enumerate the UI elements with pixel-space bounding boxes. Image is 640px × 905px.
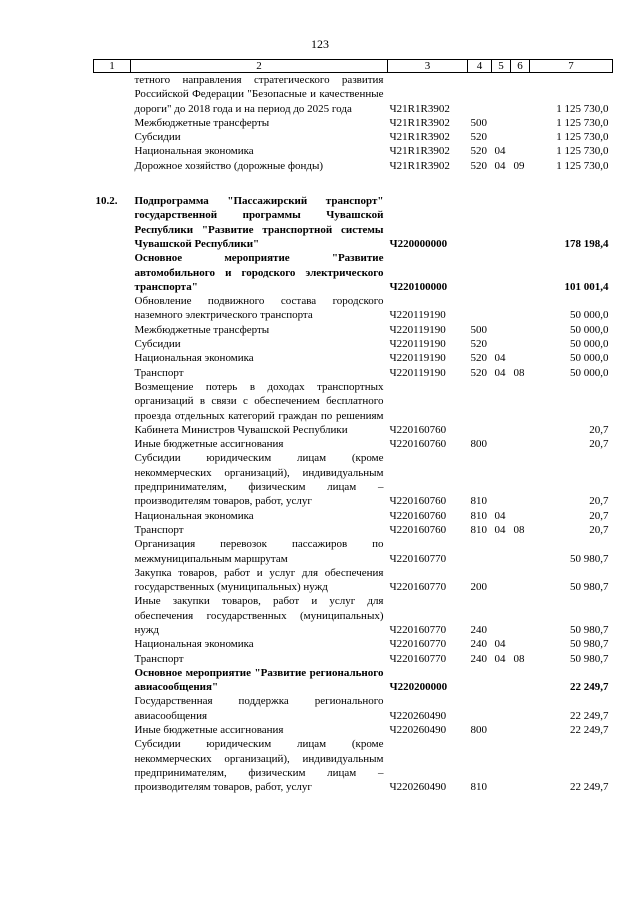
row-section-cell xyxy=(492,566,511,595)
row-amount-cell: 1 125 730,0 xyxy=(556,145,609,158)
row-subsection-cell xyxy=(511,194,530,251)
table-row xyxy=(94,366,613,380)
row-section-cell xyxy=(492,116,511,130)
row-number-cell xyxy=(94,130,131,144)
row-name-cell: Транспорт xyxy=(134,523,184,536)
row-amount-cell: 50 000,0 xyxy=(570,309,609,322)
row-name-cell: Транспорт xyxy=(134,652,184,665)
row-code-cell: Ч21R1R3902 xyxy=(389,116,450,129)
row-amount-cell: 50 000,0 xyxy=(570,366,609,379)
table-row xyxy=(94,437,613,451)
table-row xyxy=(94,523,613,537)
row-name-cell: Организация перевозок пассажиров по межмуниципальным маршрутам xyxy=(134,538,384,565)
row-number-cell xyxy=(94,380,131,437)
row-subsection-cell: 08 xyxy=(513,523,525,536)
row-number-cell xyxy=(94,537,131,566)
row-code-cell: Ч220160770 xyxy=(389,623,447,636)
row-code-cell: Ч220160770 xyxy=(389,652,447,665)
row-subsection-cell: 09 xyxy=(513,159,525,172)
row-subsection-cell xyxy=(511,337,530,351)
row-section-cell xyxy=(492,337,511,351)
row-number-cell xyxy=(94,566,131,595)
row-expense-type-cell: 520 xyxy=(470,131,487,144)
row-amount-cell: 101 001,4 xyxy=(564,280,609,293)
col-header-1: 1 xyxy=(94,60,131,73)
row-section-cell xyxy=(492,194,511,251)
row-subsection-cell xyxy=(511,566,530,595)
row-section-cell xyxy=(492,694,511,723)
row-name-cell: Субсидии xyxy=(134,131,181,144)
col-header-7: 7 xyxy=(530,60,613,73)
table-row xyxy=(94,652,613,666)
row-number-cell xyxy=(94,323,131,337)
row-section-cell xyxy=(492,294,511,323)
row-code-cell: Ч220160770 xyxy=(389,581,447,594)
row-expense-type-cell xyxy=(468,380,492,437)
row-amount-cell: 20,7 xyxy=(589,438,609,451)
row-number-cell xyxy=(94,737,131,794)
row-section-cell xyxy=(492,737,511,794)
table-row xyxy=(94,594,613,637)
row-name-cell: Субсидии xyxy=(134,338,181,351)
row-code-cell: Ч21R1R3902 xyxy=(389,131,450,144)
row-code-cell: Ч220160760 xyxy=(389,423,447,436)
table-row xyxy=(94,116,613,130)
row-amount-cell: 1 125 730,0 xyxy=(556,159,609,172)
row-name-cell: Государственная поддержка регионального авиасообщения xyxy=(134,695,384,722)
row-code-cell: Ч220260490 xyxy=(389,709,447,722)
col-header-4: 4 xyxy=(468,60,492,73)
row-code-cell: Ч220260490 xyxy=(389,781,447,794)
row-number-cell xyxy=(94,144,131,158)
row-subsection-cell xyxy=(511,451,530,508)
col-header-5: 5 xyxy=(492,60,511,73)
table-row xyxy=(94,509,613,523)
table-row xyxy=(94,723,613,737)
row-code-cell: Ч21R1R3902 xyxy=(389,145,450,158)
row-number-cell xyxy=(94,116,131,130)
row-name-cell: Иные бюджетные ассигнования xyxy=(134,724,284,737)
row-amount-cell: 50 000,0 xyxy=(570,352,609,365)
row-code-cell: Ч220100000 xyxy=(389,280,448,293)
table-row xyxy=(94,251,613,294)
row-code-cell: Ч220119190 xyxy=(389,352,446,365)
table-row xyxy=(94,130,613,144)
row-name-cell: Транспорт xyxy=(134,366,184,379)
row-expense-type-cell xyxy=(468,537,492,566)
row-subsection-cell xyxy=(511,666,530,695)
row-number-cell xyxy=(94,351,131,365)
row-expense-type-cell: 520 xyxy=(470,145,487,158)
row-expense-type-cell: 800 xyxy=(470,724,487,737)
row-subsection-cell xyxy=(511,437,530,451)
row-code-cell: Ч21R1R3902 xyxy=(389,102,450,115)
table-row xyxy=(94,337,613,351)
row-name-cell: Подпрограмма "Пассажирский транспорт" государственной программы Чувашской Республики "Развитие транспортной системы Чувашской Республики" xyxy=(134,195,384,250)
row-subsection-cell xyxy=(511,694,530,723)
row-amount-cell: 22 249,7 xyxy=(570,724,609,737)
row-code-cell: Ч220160760 xyxy=(389,523,447,536)
row-amount-cell: 178 198,4 xyxy=(564,237,609,250)
row-code-cell: Ч21R1R3902 xyxy=(389,159,450,172)
row-expense-type-cell: 520 xyxy=(470,338,487,351)
row-name-cell: Национальная экономика xyxy=(134,509,254,522)
row-number-cell xyxy=(94,594,131,637)
row-expense-type-cell: 500 xyxy=(470,323,487,336)
row-expense-type-cell: 500 xyxy=(470,116,487,129)
row-subsection-cell xyxy=(511,537,530,566)
row-number-cell xyxy=(94,666,131,695)
table-row xyxy=(94,351,613,365)
row-subsection-cell xyxy=(511,294,530,323)
table-row xyxy=(94,159,613,173)
row-name-cell: Основное мероприятие "Развитие регионального авиасообщения" xyxy=(134,666,384,694)
row-code-cell: Ч220119190 xyxy=(389,366,446,379)
row-number-cell xyxy=(94,509,131,523)
row-section-cell: 04 xyxy=(494,652,506,665)
row-expense-type-cell xyxy=(468,194,492,251)
table-row xyxy=(94,694,613,723)
row-subsection-cell xyxy=(511,380,530,437)
row-code-cell: Ч220000000 xyxy=(389,237,448,250)
row-section-cell: 04 xyxy=(494,509,506,522)
row-amount-cell: 50 980,7 xyxy=(570,581,609,594)
col-header-3: 3 xyxy=(388,60,468,73)
row-expense-type-cell xyxy=(468,251,492,294)
row-subsection-cell xyxy=(511,323,530,337)
table-row xyxy=(94,323,613,337)
row-name-cell: Иные бюджетные ассигнования xyxy=(134,438,284,451)
row-number-cell xyxy=(94,294,131,323)
row-expense-type-cell: 810 xyxy=(470,495,487,508)
row-number-cell xyxy=(94,159,131,173)
page-number: 123 xyxy=(311,37,329,51)
row-amount-cell: 1 125 730,0 xyxy=(556,102,609,115)
row-name-cell: Национальная экономика xyxy=(134,638,254,651)
table-row xyxy=(94,566,613,595)
row-number-cell xyxy=(94,694,131,723)
row-code-cell: Ч220119190 xyxy=(389,338,446,351)
row-subsection-cell xyxy=(511,351,530,365)
row-expense-type-cell: 200 xyxy=(470,581,487,594)
row-expense-type-cell: 520 xyxy=(470,366,487,379)
row-number-cell xyxy=(94,251,131,294)
row-expense-type-cell xyxy=(468,694,492,723)
row-code-cell: Ч220200000 xyxy=(389,681,448,694)
table-row xyxy=(94,144,613,158)
row-section-cell: 04 xyxy=(494,159,506,172)
row-section-cell xyxy=(492,251,511,294)
row-amount-cell: 1 125 730,0 xyxy=(556,131,609,144)
row-expense-type-cell: 520 xyxy=(470,159,487,172)
row-number-cell xyxy=(94,337,131,351)
budget-table xyxy=(93,59,613,795)
row-expense-type-cell: 520 xyxy=(470,352,487,365)
row-number-cell xyxy=(94,652,131,666)
row-section-cell xyxy=(492,451,511,508)
row-amount-cell: 20,7 xyxy=(589,423,609,436)
row-amount-cell: 50 980,7 xyxy=(570,552,609,565)
row-name-cell: Иные закупки товаров, работ и услуг для обеспечения государственных (муниципальных) нужд xyxy=(134,595,384,636)
row-subsection-cell xyxy=(511,130,530,144)
row-subsection-cell xyxy=(511,509,530,523)
row-code-cell: Ч220160770 xyxy=(389,638,447,651)
row-section-cell xyxy=(492,380,511,437)
row-amount-cell: 22 249,7 xyxy=(570,709,609,722)
table-row xyxy=(94,294,613,323)
row-subsection-cell xyxy=(511,723,530,737)
spacer-row xyxy=(94,173,613,194)
row-expense-type-cell: 240 xyxy=(470,652,487,665)
row-code-cell: Ч220260490 xyxy=(389,724,447,737)
row-name-cell: Межбюджетные трансферты xyxy=(134,323,270,336)
row-amount-cell: 22 249,7 xyxy=(570,781,609,794)
row-subsection-cell xyxy=(511,637,530,651)
row-name-cell: Обновление подвижного состава городского наземного электрического транспорта xyxy=(134,295,384,322)
row-amount-cell: 1 125 730,0 xyxy=(556,116,609,129)
row-code-cell: Ч220119190 xyxy=(389,323,446,336)
row-subsection-cell: 08 xyxy=(513,652,525,665)
row-code-cell: Ч220119190 xyxy=(389,309,446,322)
row-name-cell: Субсидии юридическим лицам (кроме некоммерческих организаций), индивидуальным предпринимателям, физическим лицам – производителям товаров, работ, услуг xyxy=(134,738,384,794)
row-section-cell xyxy=(492,594,511,637)
row-subsection-cell xyxy=(511,116,530,130)
row-name-cell: Национальная экономика xyxy=(134,352,254,365)
table-row xyxy=(94,73,613,116)
row-code-cell: Ч220160770 xyxy=(389,552,447,565)
row-section-cell: 04 xyxy=(494,366,506,379)
row-number-cell: 10.2. xyxy=(95,195,118,208)
row-code-cell: Ч220160760 xyxy=(389,509,447,522)
row-amount-cell: 50 000,0 xyxy=(570,323,609,336)
row-subsection-cell xyxy=(511,251,530,294)
row-number-cell xyxy=(94,523,131,537)
row-expense-type-cell xyxy=(468,294,492,323)
table-header-row xyxy=(94,60,613,73)
row-section-cell xyxy=(492,73,511,116)
row-amount-cell: 20,7 xyxy=(589,495,609,508)
row-section-cell: 04 xyxy=(494,145,506,158)
row-name-cell: Межбюджетные трансферты xyxy=(134,116,270,129)
row-name-cell: Основное мероприятие "Развитие автомобильного и городского электрического транспорта" xyxy=(134,252,384,293)
table-row xyxy=(94,451,613,508)
row-name-cell: Субсидии юридическим лицам (кроме некоммерческих организаций), индивидуальным предпринимателям, физическим лицам – производителям товаров, работ, услуг xyxy=(134,452,384,508)
row-name-cell: Национальная экономика xyxy=(134,145,254,158)
row-subsection-cell xyxy=(511,737,530,794)
row-name-cell: тетного направления стратегического развития Российской Федерации "Безопасные и качественные дороги" до 2018 года и на период до 2025 года xyxy=(134,74,384,115)
table-row xyxy=(94,380,613,437)
row-expense-type-cell: 810 xyxy=(470,523,487,536)
row-number-cell xyxy=(94,451,131,508)
row-section-cell xyxy=(492,537,511,566)
table-row xyxy=(94,537,613,566)
row-number-cell xyxy=(94,723,131,737)
table-row xyxy=(94,666,613,695)
row-subsection-cell: 08 xyxy=(513,366,525,379)
row-amount-cell: 50 980,7 xyxy=(570,638,609,651)
table-row xyxy=(94,737,613,794)
row-section-cell xyxy=(492,666,511,695)
row-amount-cell: 50 980,7 xyxy=(570,652,609,665)
row-amount-cell: 50 980,7 xyxy=(570,623,609,636)
row-subsection-cell xyxy=(511,73,530,116)
row-section-cell: 04 xyxy=(494,523,506,536)
row-amount-cell: 22 249,7 xyxy=(570,681,609,694)
row-amount-cell: 20,7 xyxy=(589,509,609,522)
row-section-cell: 04 xyxy=(494,352,506,365)
row-section-cell xyxy=(492,437,511,451)
col-header-2: 2 xyxy=(131,60,388,73)
table-row xyxy=(94,194,613,251)
row-number-cell xyxy=(94,637,131,651)
row-expense-type-cell: 810 xyxy=(470,509,487,522)
table-body xyxy=(94,60,613,795)
row-number-cell xyxy=(94,437,131,451)
row-expense-type-cell: 240 xyxy=(470,623,487,636)
row-amount-cell: 20,7 xyxy=(589,523,609,536)
row-name-cell: Возмещение потерь в доходах транспортных организаций в связи с обеспечением бесплатного проезда отдельных категорий граждан по решениям Кабинета Министров Чувашской Республики xyxy=(134,380,384,436)
row-section-cell xyxy=(492,323,511,337)
row-expense-type-cell: 810 xyxy=(470,781,487,794)
table-row xyxy=(94,637,613,651)
row-expense-type-cell: 800 xyxy=(470,438,487,451)
col-header-6: 6 xyxy=(511,60,530,73)
row-name-cell: Дорожное хозяйство (дорожные фонды) xyxy=(134,159,324,172)
row-section-cell xyxy=(492,130,511,144)
row-number-cell xyxy=(94,366,131,380)
row-code-cell: Ч220160760 xyxy=(389,438,447,451)
row-section-cell xyxy=(492,723,511,737)
row-subsection-cell xyxy=(511,144,530,158)
row-amount-cell: 50 000,0 xyxy=(570,338,609,351)
row-number-cell xyxy=(94,73,131,116)
row-subsection-cell xyxy=(511,594,530,637)
row-expense-type-cell: 240 xyxy=(470,638,487,651)
row-expense-type-cell xyxy=(468,666,492,695)
spacer-cell xyxy=(94,173,613,194)
row-expense-type-cell xyxy=(468,73,492,116)
row-section-cell: 04 xyxy=(494,638,506,651)
row-name-cell: Закупка товаров, работ и услуг для обеспечения государственных (муниципальных) нужд xyxy=(134,566,384,594)
row-code-cell: Ч220160760 xyxy=(389,495,447,508)
